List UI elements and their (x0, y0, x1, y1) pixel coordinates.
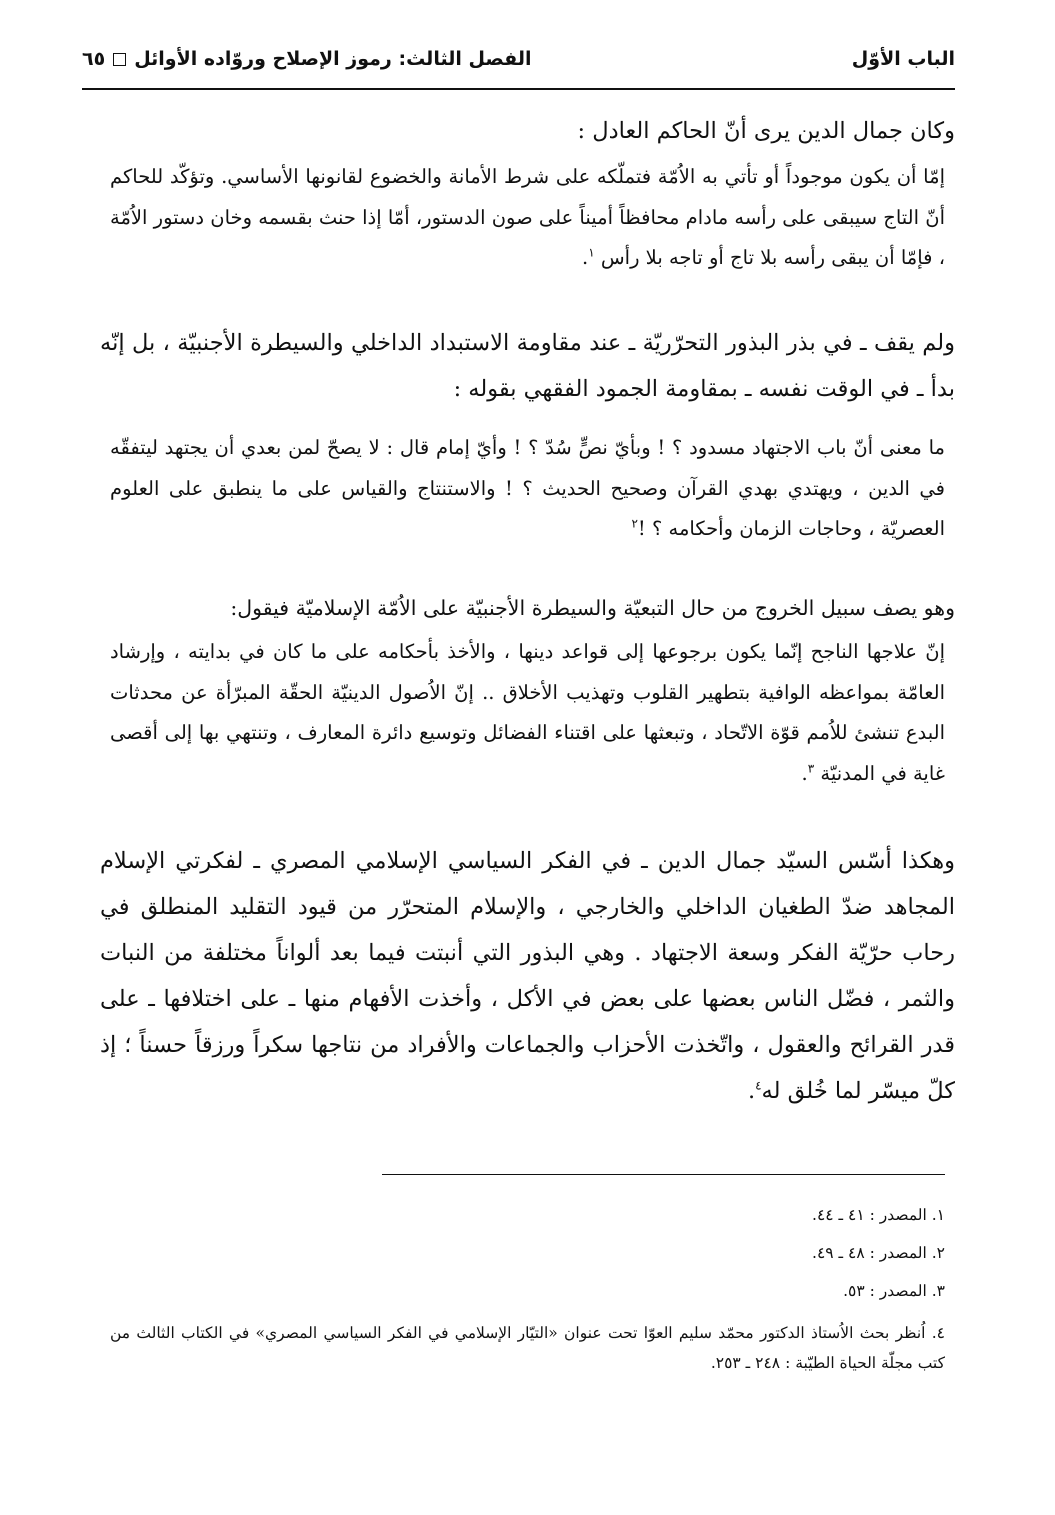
footnote-3: ٣. المصدر : ٥٣. (843, 1282, 945, 1300)
header-chapter-title: الفصل الثالث: رموز الإصلاح وروّاده الأوائل (134, 48, 532, 70)
footnote-divider (382, 1174, 945, 1175)
footnote-4: ٤. اُنظر بحث الاُستاذ الدكتور محمّد سليم العوّا تحت عنوان «التيّار الإسلامي في الفكر السياسي المصري» في الكتاب الثالث من كتب مجلّة الحياة الطيّبة : ٢٤٨ ـ ٢٥٣. (110, 1324, 945, 1372)
footnote-ref-2: ٢ (631, 516, 638, 531)
footnote-2: ٢. المصدر : ٤٨ ـ ٤٩. (812, 1244, 945, 1262)
header-chapter-group (82, 48, 531, 70)
footnote-ref-4: ٤ (755, 1078, 762, 1093)
footnote-ref-1: ١ (588, 245, 595, 260)
footnote-ref-3: ٣ (807, 761, 815, 775)
paragraph-intro: وكان جمال الدين يرى أنّ الحاكم العادل : (577, 118, 955, 144)
quote-adil-ruler: إمّا أن يكون موجوداً أو تأتي به الاُمّة فتملّكه على شرط الأمانة والخضوع لقانونها الأساسي. وتؤكّد للحاكم أنّ التاج سيبقى على رأسه مادام محافظاً أميناً على صون الدستور، أمّا إذا حنث بقسمه وخان دستور الاُمّة ، فإمّا أن يبقى رأسه بلا تاج أو تاجه بلا رأس $^١$. (110, 165, 945, 269)
page-number: ٦٥ (82, 48, 106, 70)
quote-ijtihad: ما معنى أنّ باب الاجتهاد مسدود ؟ ! وبأيّ نصٍّ سُدّ ؟ ! وأيّ إمام قال : لا يصحّ لمن بعدي أن يجتهد ليتفقّه في الدين ، ويهتدي بهدي القرآن وصحيح الحديث ؟ ! والاستنتاج والقياس على ما ينطبق على العلوم العصريّة ، وحاجات الزمان وأحكامه ؟ !$^٢$ (110, 436, 945, 540)
quote-remedy: إنّ علاجها الناجح إنّما يكون برجوعها إلى قواعد دينها ، والأخذ بأحكامه على ما كان في بدايته ، وإرشاد العامّة بمواعظه الوافية بتطهير القلوب وتهذيب الأخلاق .. إنّ الاُصول الدينيّة الحقّة المبرّأة عن محدثات البدع تنشئ للاُمم قوّة الاتّحاد ، وتبعثها على اقتناء الفضائل وتوسيع دائرة المعارف ، وتنتهي بها إلى أقصى غاية في المدنيّة $^٣$. (110, 640, 945, 785)
running-header (82, 44, 955, 74)
paragraph-conclusion: وهكذا أسّس السيّد جمال الدين ـ في الفكر السياسي الإسلامي المصري ـ لفكرتي الإسلام المجاهد ضدّ الطغيان الداخلي والخارجي ، والإسلام المتحرّر من قيود التقليد المنطلق في رحاب حرّيّة الفكر وسعة الاجتهاد . وهي البذور التي أنبتت فيما بعد ألواناً مختلفة من النبات والثمر ، فضّل الناس بعضها على بعض في الأكل ، وأخذت الأفهام منها ـ على اختلافها ـ على قدر القرائح والعقول ، واتّخذت الأحزاب والجماعات والأفراد من نتاجها سكراً ورزقاً حسناً ؛ إذ كلّ ميسّر لما خُلق له$^٤$. (100, 848, 955, 1104)
footnote-1: ١. المصدر : ٤١ ـ ٤٤. (812, 1206, 945, 1224)
square-ornament-icon (113, 53, 126, 66)
header-part-title: الباب الأوّل (851, 48, 955, 70)
paragraph-ijtihad-intro: ولم يقف ـ في بذر البذور التحرّريّة ـ عند مقاومة الاستبداد الداخلي والسيطرة الأجنبيّة ، بل إنّه بدأ ـ في الوقت نفسه ـ بمقاومة الجمود الفقهي بقوله : (100, 330, 955, 402)
paragraph-way-out: وهو يصف سبيل الخروج من حال التبعيّة والسيطرة الأجنبيّة على الاُمّة الإسلاميّة فيقول: (230, 596, 955, 620)
header-divider (82, 88, 955, 90)
